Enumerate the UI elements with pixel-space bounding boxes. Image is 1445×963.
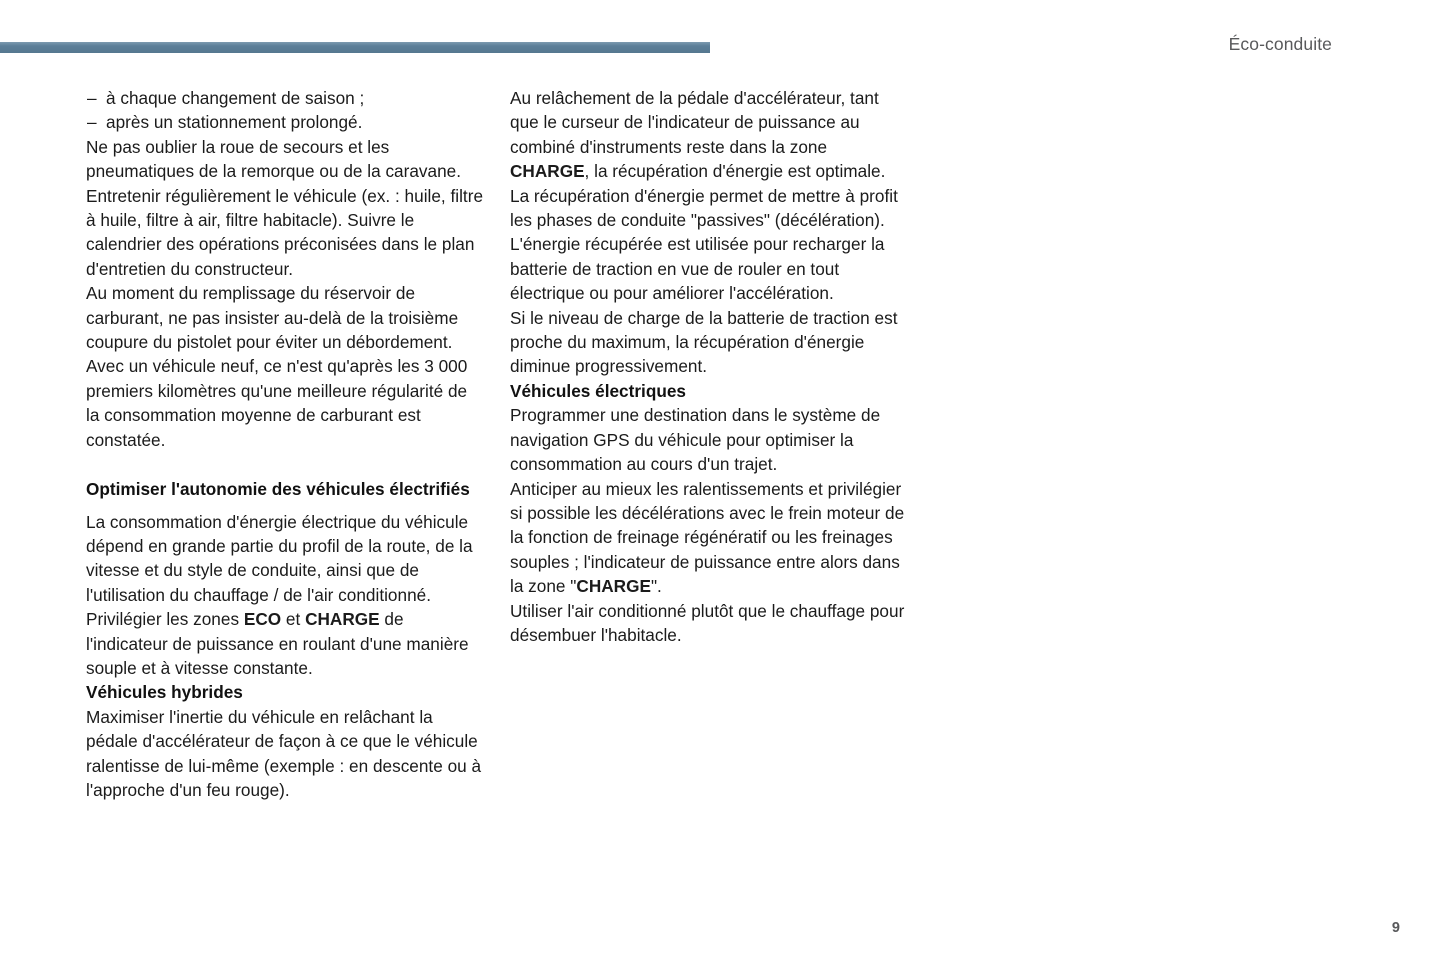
section-heading-vehicules-electriques: Véhicules électriques — [510, 380, 686, 401]
text-fragment: de l'indicateur de puissance en roulant d'une manière souple et à vitesse constante. — [86, 609, 469, 678]
emphasis-charge: CHARGE — [576, 576, 651, 597]
emphasis-eco: ECO — [243, 609, 282, 630]
paragraph: Maximiser l'inertie du véhicule en relâchant la pédale d'accélérateur de façon à ce que le véhicule ralentisse de lui-même (exemple : en descente ou à l'approche d'un feu rouge). — [86, 706, 482, 800]
paragraph: La récupération d'énergie permet de mettre à profit les phases de conduite "passives" (décélération). — [510, 185, 898, 231]
emphasis-charge: CHARGE — [510, 161, 585, 182]
paragraph-privilegier-zones — [86, 607, 484, 680]
left-column — [86, 86, 484, 802]
list-item-label: après un stationnement prolongé. — [106, 112, 363, 133]
paragraph: Ne pas oublier la roue de secours et les pneumatiques de la remorque ou de la caravane. — [86, 136, 462, 182]
paragraph: L'énergie récupérée est utilisée pour recharger la batterie de traction en vue de rouler en tout électrique ou pour améliorer l'accélération. — [510, 234, 885, 304]
text-fragment: Anticiper au mieux les ralentissements et privilégier si possible les décélérations avec le frein moteur de la fonction de freinage régénératif ou les freinages souples ; l'indicateur de puissance entre alors dans la zone " — [510, 478, 905, 597]
text-fragment: , la récupération d'énergie est optimale. — [584, 161, 886, 182]
dash-bullet: – — [87, 88, 97, 108]
paragraph: Entretenir régulièrement le véhicule (ex. : huile, filtre à huile, filtre à air, filtre habitacle). Suivre le calendrier des opérations préconisées dans le plan d'entretien du constructeur. — [86, 185, 484, 279]
paragraph: Programmer une destination dans le système de navigation GPS du véhicule pour optimiser la consommation au cours d'un trajet. — [510, 405, 881, 475]
text-fragment: et — [281, 609, 306, 630]
emphasis-charge: CHARGE — [305, 609, 380, 630]
list-item — [86, 110, 484, 134]
section-heading-vehicules-hybrides: Véhicules hybrides — [86, 682, 243, 703]
text-fragment: Privilégier les zones — [86, 609, 244, 630]
list-item — [86, 86, 484, 110]
paragraph-anticiper-ralentissements — [510, 477, 910, 599]
page-content — [0, 86, 1445, 886]
page-title: Éco-conduite — [1228, 34, 1332, 54]
page-header — [0, 0, 1445, 80]
page-number: 9 — [1391, 920, 1400, 936]
paragraph: Au moment du remplissage du réservoir de carburant, ne pas insister au-delà de la troisième coupure du pistolet pour éviter un débordement. — [86, 283, 459, 353]
text-fragment: ". — [650, 576, 662, 597]
dash-bullet: – — [87, 112, 97, 133]
paragraph-relachement-pedale — [510, 86, 910, 184]
paragraph: Si le niveau de charge de la batterie de traction est proche du maximum, la récupération d'énergie diminue progressivement. — [510, 307, 898, 377]
paragraph: La consommation d'énergie électrique du véhicule dépend en grande partie du profil de la route, de la vitesse et du style de conduite, ainsi que de l'utilisation du chauffage / de l'air conditionné. — [86, 511, 473, 605]
header-accent-rule — [0, 42, 710, 53]
right-column — [510, 86, 910, 647]
paragraph: Utiliser l'air conditionné plutôt que le chauffage pour désembuer l'habitacle. — [510, 600, 905, 645]
paragraph: Avec un véhicule neuf, ce n'est qu'après les 3 000 premiers kilomètres qu'une meilleure régularité de la consommation moyenne de carburant est constatée. — [86, 356, 468, 450]
text-fragment: Au relâchement de la pédale d'accélérateur, tant que le curseur de l'indicateur de puissance au combiné d'instruments reste dans la zone — [510, 88, 879, 157]
section-heading-optimiser-autonomie: Optimiser l'autonomie des véhicules électrifiés — [86, 479, 470, 500]
list-item-label: à chaque changement de saison ; — [106, 88, 365, 108]
